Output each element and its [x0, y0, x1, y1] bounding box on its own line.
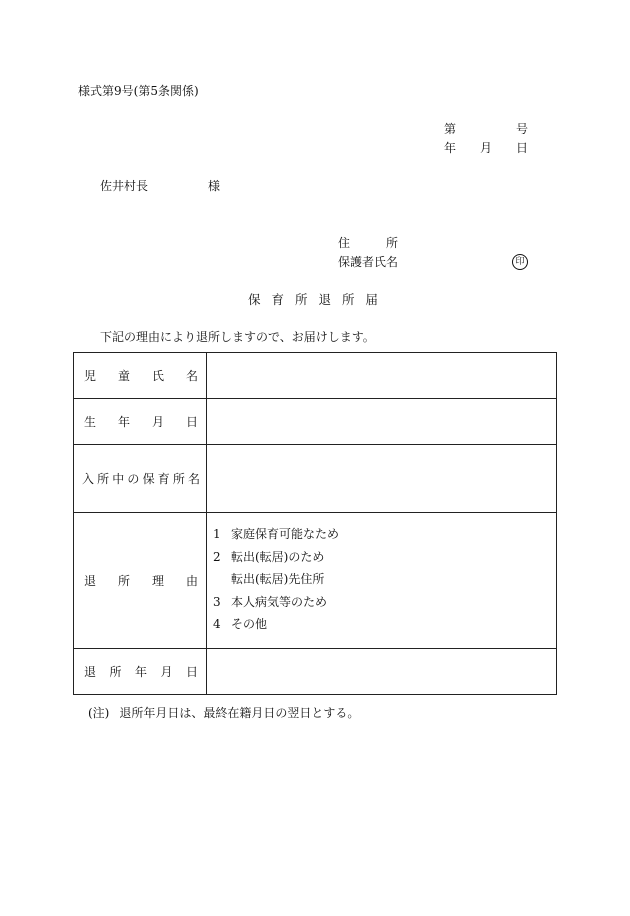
address-label: 住 所: [338, 236, 398, 250]
table-row: [74, 353, 557, 399]
table-row: [74, 513, 557, 649]
guardian-name-label: 保護者氏名: [338, 255, 399, 269]
withdrawal-form-table: [73, 352, 557, 695]
form-number-label: 様式第9号(第5条関係): [78, 84, 199, 98]
seal-mark: 印: [512, 254, 528, 270]
birth-date-field[interactable]: [207, 399, 557, 445]
reason-label: 退 所 理 由: [74, 513, 207, 649]
addressee-name: 佐井村長: [100, 179, 149, 193]
footnote-text: 退所年月日は、最終在籍月日の翌日とする。: [119, 706, 360, 720]
reason-list: [207, 513, 556, 636]
footnote: [88, 705, 359, 721]
addressee: [100, 178, 220, 194]
list-item[interactable]: 2 転出(転居)のため: [213, 549, 325, 564]
withdrawal-date-label: 退 所 年 月 日: [74, 649, 207, 695]
document-number-line: 第 号: [444, 122, 528, 136]
list-item[interactable]: 転出(転居)先住所: [231, 572, 325, 586]
document-date-line: 年 月 日: [444, 141, 528, 155]
nursery-name-field[interactable]: [207, 445, 557, 513]
table-row: [74, 399, 557, 445]
document-title: 保 育 所 退 所 届: [248, 292, 378, 307]
intro-text: 下記の理由により退所しますので、お届けします。: [100, 330, 375, 344]
child-name-label: 児 童 氏 名: [74, 353, 207, 399]
table-row: [74, 649, 557, 695]
reason-options[interactable]: [207, 513, 557, 649]
child-name-field[interactable]: [207, 353, 557, 399]
list-item[interactable]: 4 その他: [213, 617, 268, 631]
birth-date-label: 生 年 月 日: [74, 399, 207, 445]
addressee-honorific: 様: [208, 179, 221, 193]
footnote-label: (注): [88, 706, 110, 720]
table-row: [74, 445, 557, 513]
list-item[interactable]: 1 家庭保育可能なため: [213, 527, 340, 541]
nursery-name-label: 入 所 中 の 保 育 所 名: [74, 445, 207, 513]
withdrawal-date-field[interactable]: [207, 649, 557, 695]
list-item[interactable]: 3 本人病気等のため: [213, 594, 328, 609]
